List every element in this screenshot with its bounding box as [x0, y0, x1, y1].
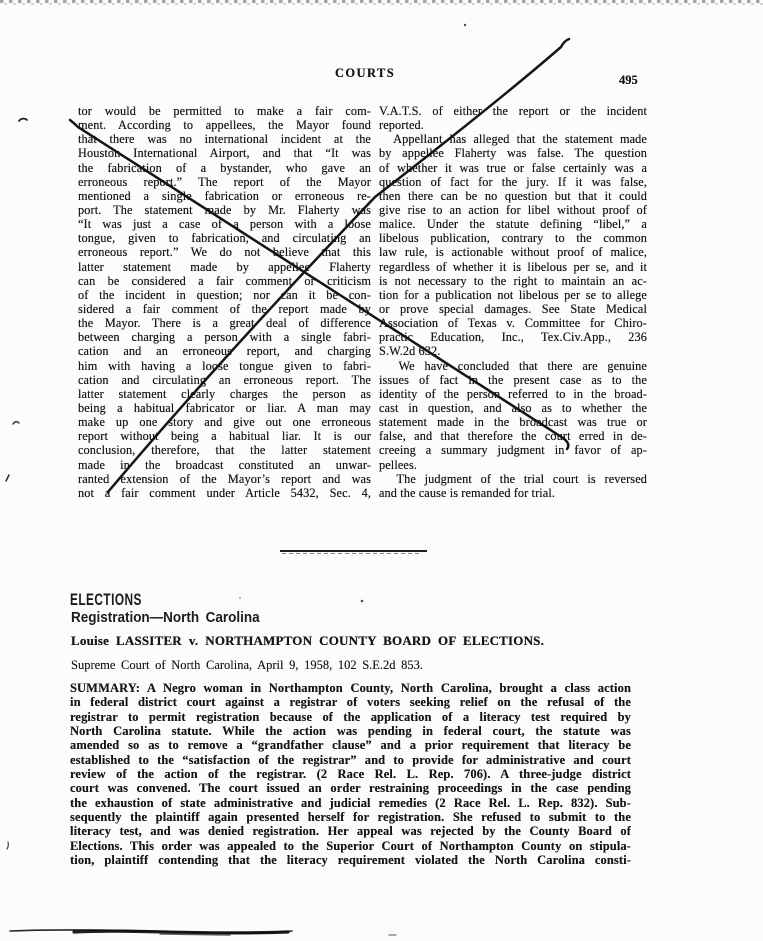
text-line: the Mayor. There is a great deal of difference	[78, 316, 371, 331]
text-line: We have concluded that there are genuine	[379, 358, 647, 373]
text-line: of whether it was true or false certainly was a	[379, 160, 647, 175]
text-line: then there can be no question but that it could	[379, 188, 647, 203]
text-line: of the incident in question; nor can it be con-	[78, 287, 371, 302]
text-line: tion, plaintiff contending that the literacy requirement violated the North Carolina consti-	[70, 853, 631, 868]
text-line: pellees.	[379, 457, 418, 472]
text-line: regardless of whether it is libelous per se, and it	[379, 259, 647, 274]
running-title: COURTS	[335, 66, 396, 80]
text-line: Houston International Airport, and that “It was	[78, 146, 371, 161]
text-line: latter statement made by appellee Flaherty	[78, 259, 371, 274]
text-line: and the cause is remanded for trial.	[379, 485, 556, 500]
summary-paragraph	[70, 681, 631, 867]
text-line: literacy test, and was denied registration. Her appeal was rejected by the County Board of	[70, 824, 631, 839]
text-line: port. The statement made by Mr. Flaherty was	[78, 202, 371, 217]
opinion-left-column	[78, 104, 371, 500]
case-citation: Supreme Court of North Carolina, April 9, 1958, 102 S.E.2d 853.	[71, 658, 424, 672]
text-line: latter statement clearly charges the person as	[78, 386, 371, 401]
text-line: false, and that therefore the court erred in de-	[379, 429, 647, 444]
text-line: established to the “satisfaction of the registrar” and to provide for administrative and court	[70, 752, 631, 767]
text-line: or prove special damages. See State Medical	[379, 301, 647, 316]
section-divider-rule	[280, 550, 427, 552]
text-line: sequently the plaintiff again presented herself for registration. She refused to submit to the	[70, 810, 631, 825]
text-line: V.A.T.S. of either the report or the incident	[379, 104, 647, 118]
text-line: Appellant has alleged that the statement made	[379, 132, 647, 147]
text-line: make up one story and give out one erroneous	[78, 415, 371, 430]
text-line: ranted extension of the Mayor’s report and was	[78, 471, 371, 486]
text-line: SUMMARY: A Negro woman in Northampton County, North Carolina, brought a class action	[70, 681, 631, 695]
text-line: tor would be permitted to make a fair com-	[78, 104, 371, 118]
text-line: malice. Under the statute defining “libel,” a	[379, 217, 647, 232]
text-line: by appellee Flaherty was false. The question	[379, 146, 647, 161]
text-line: amended so as to remove a “grandfather clause” and a prior requirement that literacy be	[70, 738, 631, 753]
opinion-right-column	[379, 104, 647, 500]
text-line: cast in question, and also as to whether the	[379, 400, 647, 415]
section-heading	[70, 591, 170, 610]
text-line: him with having a loose tongue given to fabri-	[78, 358, 371, 373]
text-line: issues of fact in the present case as to the	[379, 372, 647, 387]
text-line: not a fair comment under Article 5432, Sec. 4,	[78, 485, 371, 500]
text-line: law rule, is actionable without proof of malice,	[379, 245, 647, 260]
text-line: North Carolina statute. While the action was pending in federal court, the statute was	[70, 724, 631, 739]
section-subheading-text: Registration—North Carolina	[71, 610, 260, 626]
text-line: “It was just a case of a person with a loose	[78, 217, 371, 232]
text-line: tongue, given to fabrication, and circulating an	[78, 231, 371, 246]
text-line: conclusion, therefore, that the latter statement	[78, 443, 371, 458]
text-line: sidered a fair comment of the report made by	[78, 301, 371, 316]
text-line: the fabrication of a bystander, who gave an	[78, 160, 371, 175]
text-line: being a habitual fabricator or liar. A man may	[78, 400, 371, 415]
text-line: made in the broadcast constituted an unwar-	[78, 457, 371, 472]
page-number: 495	[619, 73, 638, 87]
text-line: tion for a publication not libelous per se to allege	[379, 287, 647, 302]
case-title: Louise LASSITER v. NORTHAMPTON COUNTY BOARD OF ELECTIONS.	[71, 633, 545, 648]
section-heading-text: ELECTIONS	[70, 591, 142, 609]
text-line: statement made in the broadcast was true or	[379, 415, 647, 430]
text-line: in federal district court against a registrar of voters seeking relief on the refusal of the	[70, 695, 631, 710]
scan-edge-dots-secondary	[4, 3, 763, 5]
text-line: The judgment of the trial court is reversed	[379, 471, 647, 486]
text-line: creeing a summary judgment in favor of ap-	[379, 443, 647, 458]
text-line: that there was no international incident at the	[78, 132, 371, 147]
text-line: identity of the person referred to in the broad-	[379, 386, 647, 401]
text-line: practic Education, Inc., Tex.Civ.App., 236	[379, 330, 647, 345]
text-line: erroneous report.” The report of the Mayor	[78, 174, 371, 189]
text-line: reported.	[379, 118, 424, 133]
text-line: Elections. This order was appealed to the Superior Court of Northampton County on stipula-	[70, 838, 631, 853]
text-line: between charging a person with a single fabri-	[78, 330, 371, 345]
text-line: erroneous report.” We do not believe that this	[78, 245, 371, 260]
text-line: can be considered a fair comment or criticism	[78, 273, 371, 288]
text-line: ment. According to appellees, the Mayor found	[78, 118, 371, 133]
text-line: give rise to an action for libel without proof of	[379, 202, 647, 217]
text-line: the exhaustion of state administrative and judicial remedies (2 Race Rel. L. Rep. 832). Sub-	[70, 795, 631, 810]
text-line: Association of Texas v. Committee for Chiro-	[379, 316, 647, 331]
text-line: review of the action of the registrar. (2 Race Rel. L. Rep. 706). A three-judge district	[70, 767, 631, 782]
margin-marks	[6, 119, 27, 849]
text-line: S.W.2d 632.	[379, 344, 441, 359]
text-line: court was convened. The court issued an order restraining proceedings in the case pending	[70, 781, 631, 796]
text-line: is not necessary to the right to maintain an ac-	[379, 273, 647, 288]
text-line: cation and an erroneous report, and charging	[78, 344, 371, 359]
text-line: report without being a habitual liar. It is our	[78, 429, 371, 444]
text-line: cation and circulating an erroneous report. The	[78, 372, 371, 387]
text-line: question of fact for the jury. If it was false,	[379, 174, 647, 189]
text-line: mentioned a single fabrication or erroneous re-	[78, 188, 371, 203]
section-subheading	[71, 610, 274, 626]
text-line: registrar to permit registration because of the application of a literacy test required by	[70, 709, 631, 724]
bottom-ink-streak	[10, 930, 396, 935]
text-line: libelous publication, contrary to the common	[379, 231, 647, 246]
